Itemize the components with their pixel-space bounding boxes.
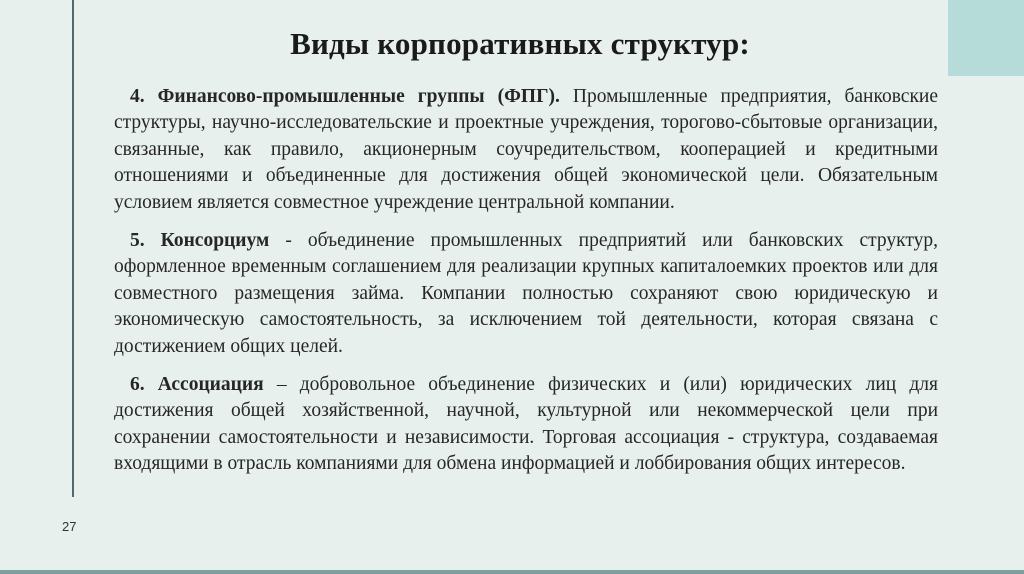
term-association: 6. Ассоциация xyxy=(130,374,264,396)
paragraph-consortium xyxy=(114,228,938,360)
corner-accent xyxy=(948,0,1024,76)
paragraph-fpg xyxy=(114,84,938,216)
page-number: 27 xyxy=(62,519,77,534)
paragraph-association xyxy=(114,372,938,478)
definition-consortium: - объединение промышленных предприятий или банковских структур, оформленное временным соглашением для реализации крупных капиталоемких проектов или для совместного размещения займа. Компании полностью сохраняют свою юридическую и экономическую самостоятельность, за исключением той деятельности, которая связана с достижением общих целей. xyxy=(114,230,938,357)
slide-content xyxy=(114,84,938,490)
term-consortium: 5. Консорциум xyxy=(130,230,270,252)
definition-fpg: Промышленные предприятия, банковские структуры, научно-исследовательские и проектные учреждения, торогово-сбытовые организации, связанные, как правило, акционерным соучредительством, кооперацией и кредитными отношениями и объединенные для достижения общей экономической цели. Обязательным условием является совместное учреждение центральной компании. xyxy=(114,86,939,213)
term-fpg: 4. Финансово-промышленные группы (ФПГ). xyxy=(130,86,560,107)
slide-title: Виды корпоративных структур: xyxy=(290,26,750,61)
left-vertical-rule xyxy=(72,0,74,497)
definition-association: – добровольное объединение физических и (или) юридических лиц для достижения общей хозяйственной, научной, культурной или некоммерческой цели при сохранении самостоятельности и независимости. Торговая ассоциация - структура, создаваемая входящими в отрасль компаниями для обмена информацией и лоббирования общих интересов. xyxy=(114,374,938,475)
